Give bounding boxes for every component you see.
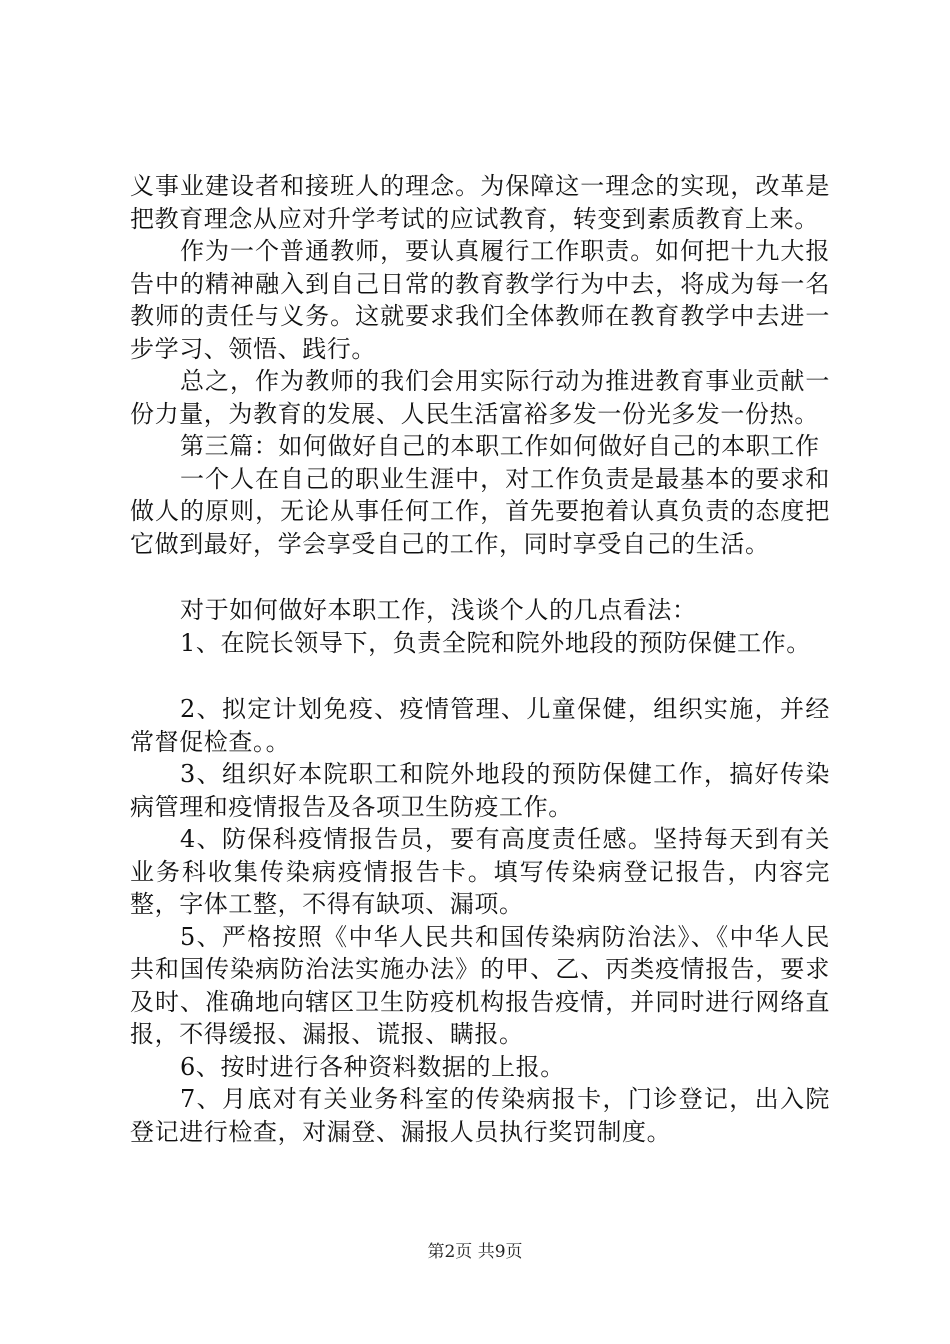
body-paragraph: 对于如何做好本职工作，浅谈个人的几点看法： (180, 596, 697, 624)
body-paragraph: 一个人在自己的职业生涯中，对工作负责是最基本的要求和做人的原则，无论从事任何工作，首先要抱着认真负责的态度把它做到最好，学会享受自己的工作，同时享受自己的生活。 (130, 464, 830, 558)
body-paragraph: 6、按时进行各种资料数据的上报。 (180, 1052, 565, 1081)
body-paragraph: 4、防保科疫情报告员，要有高度责任感。坚持每天到有关业务科收集传染病疫情报告卡。填写传染病登记报告，内容完整，字体工整，不得有缺项、漏项。 (130, 825, 830, 918)
body-paragraph: 3、组织好本院职工和院外地段的预防保健工作，搞好传染病管理和疫情报告及各项卫生防疫工作。 (130, 760, 830, 821)
body-paragraph: 1、在院长领导下，负责全院和院外地段的预防保健工作。 (180, 628, 811, 657)
body-paragraph: 7、月底对有关业务科室的传染病报卡，门诊登记，出入院登记进行检查，对漏登、漏报人员执行奖罚制度。 (130, 1085, 830, 1146)
body-paragraph: 作为一个普通教师，要认真履行工作职责。如何把十九大报告中的精神融入到自己日常的教育教学行为中去，将成为每一名教师的责任与义务。这就要求我们全体教师在教育教学中去进一步学习、领悟、践行。 (130, 237, 830, 363)
body-paragraph: 5、严格按照《中华人民共和国传染病防治法》、《中华人民共和国传染病防治法实施办法》的甲、乙、丙类疫情报告，要求及时、准确地向辖区卫生防疫机构报告疫情，并同时进行网络直报，不得缓报、漏报、谎报、瞒报。 (130, 922, 830, 1048)
body-paragraph: 第三篇：如何做好自己的本职工作如何做好自己的本职工作 (180, 432, 820, 460)
body-paragraph: 总之，作为教师的我们会用实际行动为推进教育事业贡献一份力量，为教育的发展、人民生活富裕多发一份光多发一份热。 (130, 367, 830, 428)
document-body (130, 170, 830, 1148)
page-footer: 第2页 共9页 (427, 1242, 523, 1262)
body-paragraph: 2、拟定计划免疫、疫情管理、儿童保健，组织实施，并经常督促检查。。 (130, 695, 830, 756)
body-paragraph: 义事业建设者和接班人的理念。为保障这一理念的实现，改革是把教育理念从应对升学考试的应试教育，转变到素质教育上来。 (130, 172, 830, 233)
